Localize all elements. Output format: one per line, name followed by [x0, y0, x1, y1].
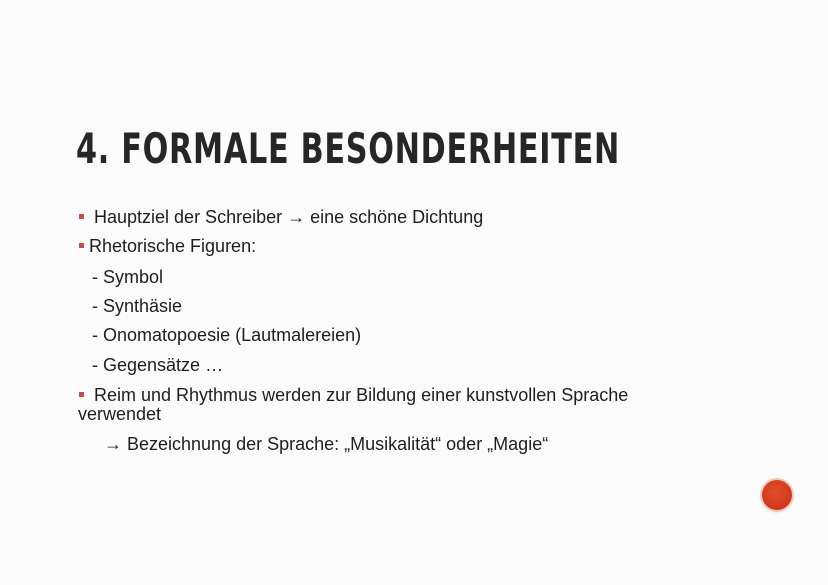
bullet-item-figures: Rhetorische Figuren: [89, 236, 257, 256]
bullet-icon [79, 243, 84, 248]
sub-item-synthaesie: - Synthäsie [92, 296, 183, 316]
sub-item-symbol: - Symbol [92, 267, 164, 287]
red-circle-button[interactable] [762, 480, 792, 510]
bullet-icon [79, 214, 84, 219]
bullet-icon [79, 392, 84, 397]
slide-title: 4. FORMALE BESONDERHEITEN [76, 124, 621, 173]
sub-item-onomatopoesie: - Onomatopoesie (Lautmalereien) [92, 325, 362, 345]
bullet-item-goal: Hauptziel der Schreiber → eine schöne Dichtung [94, 207, 484, 227]
bullet-item-reim: Reim und Rhythmus werden zur Bildung einer kunstvollen Sprache [94, 385, 629, 405]
bullet-item-reim-continuation: verwendet [78, 404, 162, 424]
sub-item-gegensaetze: - Gegensätze … [92, 355, 224, 375]
sub-item-bezeichnung: → Bezeichnung der Sprache: „Musikalität“ oder „Magie“ [104, 434, 549, 454]
